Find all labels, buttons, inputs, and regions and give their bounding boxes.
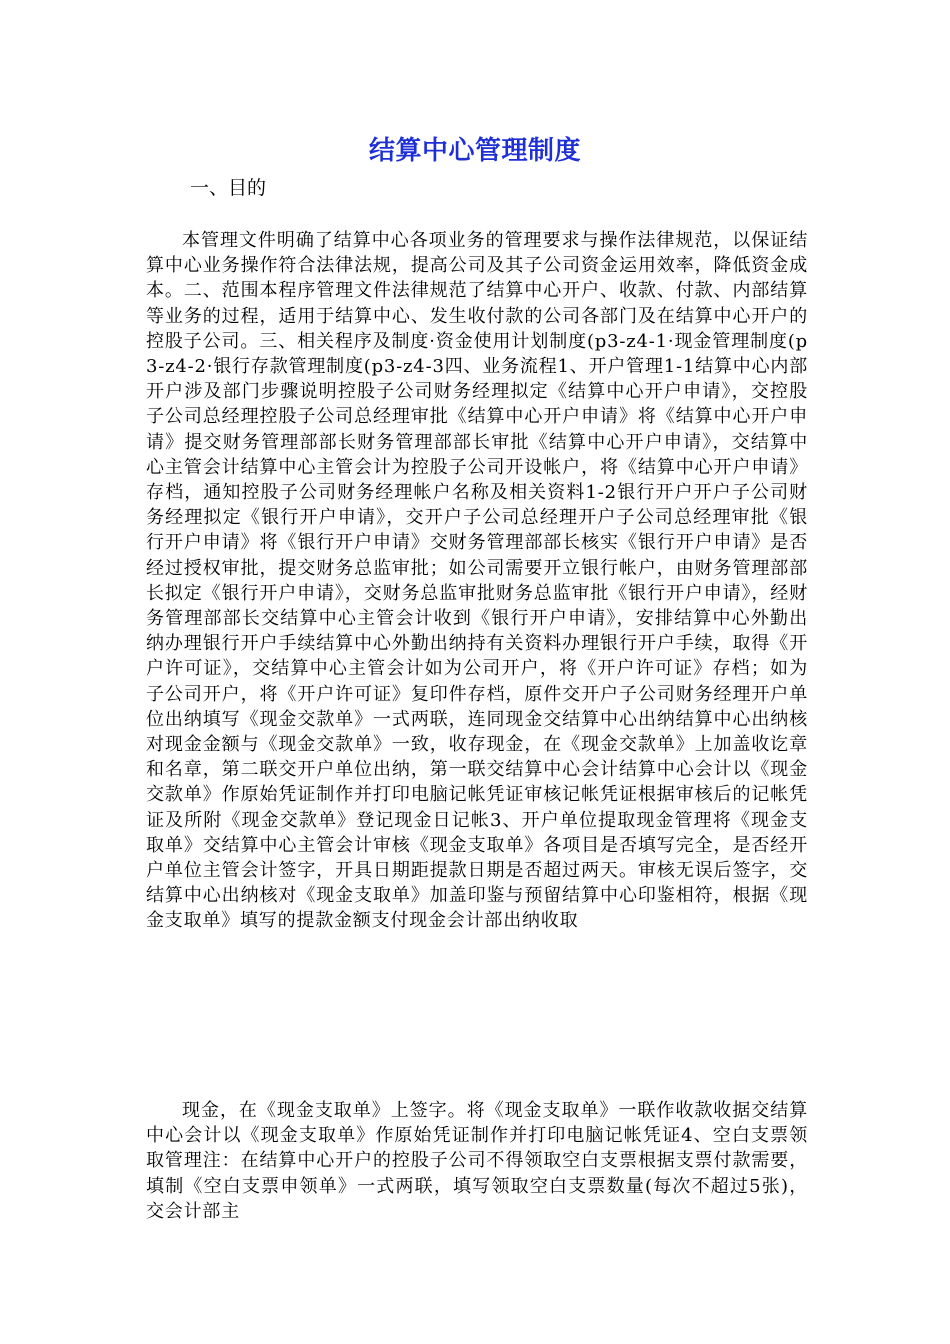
body-paragraph: 本管理文件明确了结算中心各项业务的管理要求与操作法律规范，以保证结算中心业务操作符合法律法规，提高公司及其子公司资金运用效率，降低资金成本。二、范围本程序管理文件法律规范了结算中心开户、收款、付款、内部结算等业务的过程，适用于结算中心、发生收付款的公司各部门及在结算中心开户的控股子公司。三、相关程序及制度·资金使用计划制度(p3-z4-1·现金管理制度(p3-z4-2·银行存款管理制度(p3-z4-3四、业务流程1、开户管理1-1结算中心内部开户涉及部门步骤说明控股子公司财务经理拟定《结算中心开户申请》，交控股子公司总经理控股子公司总经理审批《结算中心开户申请》将《结算中心开户申请》提交财务管理部部长财务管理部部长审批《结算中心开户申请》，交结算中心主管会计结算中心主管会计为控股子公司开设帐户，将《结算中心开户申请》存档，通知控股子公司财务经理帐户名称及相关资料1-2银行开户开户子公司财务经理拟定《银行开户申请》，交开户子公司总经理开户子公司总经理审批《银行开户申请》将《银行开户申请》交财务管理部部长核实《银行开户申请》是否经过授权审批，提交财务总监审批；如公司需要开立银行帐户，由财务管理部部长拟定《银行开户申请》，交财务总监审批财务总监审批《银行开户申请》，经财务管理部部长交结算中心主管会计收到《银行开户申请》，安排结算中心外勤出纳办理银行开户手续结算中心外勤出纳持有关资料办理银行开户手续，取得《开户许可证》，交结算中心主管会计如为公司开户，将《开户许可证》存档；如为子公司开户，将《开户许可证》复印件存档，原件交开户子公司财务经理开户单位出纳填写《现金交款单》一式两联，连同现金交结算中心出纳结算中心出纳核对现金金额与《现金交款单》一致，收存现金，在《现金交款单》上加盖收讫章和名章，第二联交开户单位出纳，第一联交结算中心会计结算中心会计以《现金交款单》作原始凭证制作并打印电脑记帐凭证审核记帐凭证根据审核后的记帐凭证及所附《现金交款单》登记现金日记帐3、开户单位提取现金管理将《现金支取单》交结算中心主管会计审核《现金支取单》各项目是否填写完全，是否经开户单位主管会计签字，开具日期距提款日期是否超过两天。审核无误后签字，交结算中心出纳核对《现金支取单》加盖印鉴与预留结算中心印鉴相符，根据《现金支取单》填写的提款金额支付现金会计部出纳收取 — [146, 230, 808, 932]
document-title: 结算中心管理制度 — [368, 136, 581, 166]
body-paragraph: 现金，在《现金支取单》上签字。将《现金支取单》一联作收款收据交结算中心会计以《现金支取单》作原始凭证制作并打印电脑记帐凭证4、空白支票领取管理注：在结算中心开户的控股子公司不得领取空白支票根据支票付款需要，填制《空白支票申领单》一式两联，填写领取空白支票数量(每次不超过5张)，交会计部主 — [146, 1100, 808, 1222]
section-heading-purpose: 一、目的 — [190, 177, 267, 199]
